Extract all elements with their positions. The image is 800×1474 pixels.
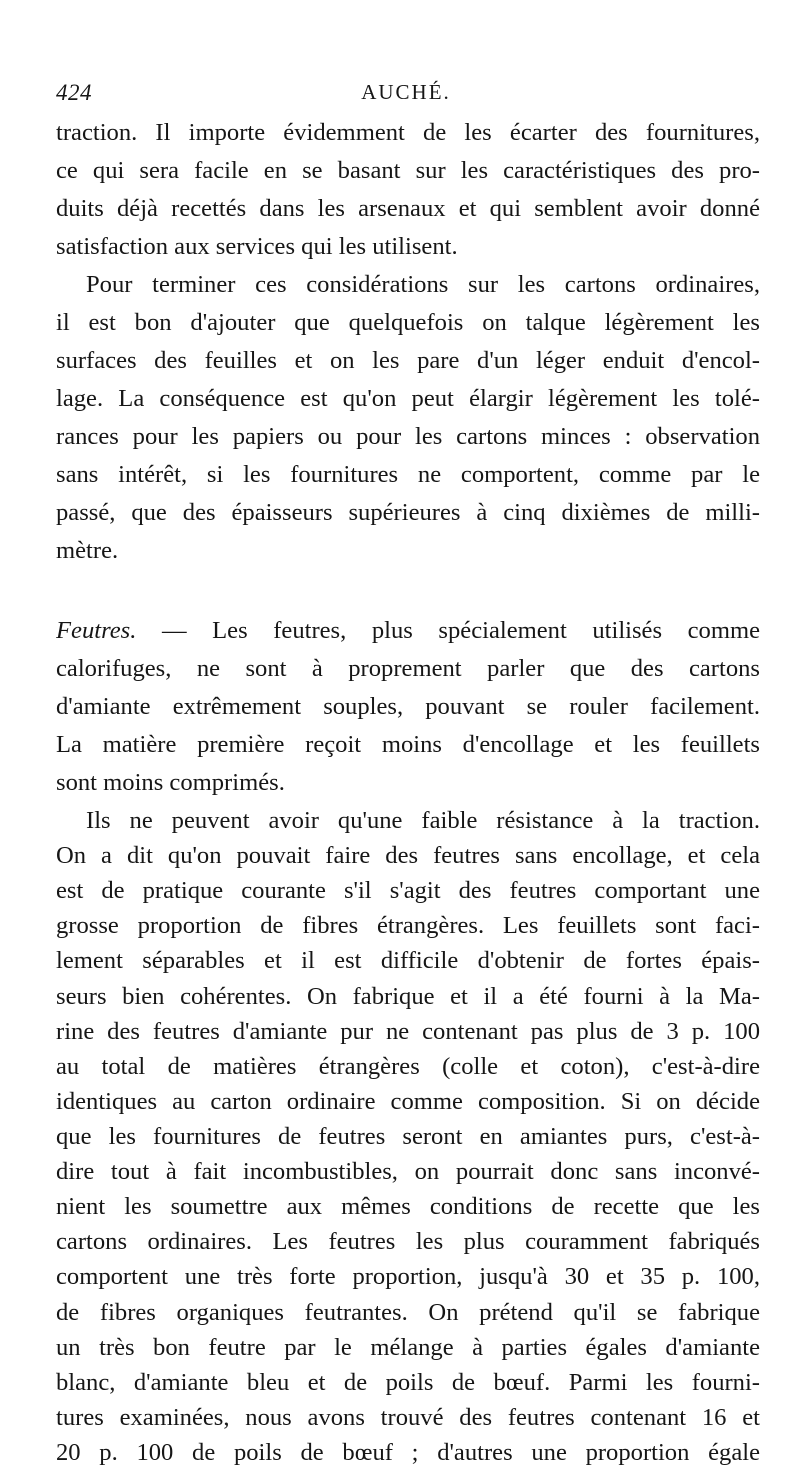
- text-line: seurs bien cohérentes. On fabrique et il a été fourni à la Ma-: [56, 983, 760, 1010]
- text-line: un très bon feutre par le mélange à parties égales d'amiante: [56, 1334, 760, 1361]
- text-line: il est bon d'ajouter que quelquefois on talque légèrement les: [56, 309, 760, 336]
- text-line: grosse proportion de fibres étrangères. Les feuillets sont faci-: [56, 912, 760, 939]
- text-line: 20 p. 100 de poils de bœuf ; d'autres une proportion égale: [56, 1439, 760, 1466]
- text-line: comportent une très forte proportion, jusqu'à 30 et 35 p. 100,: [56, 1263, 760, 1290]
- text-line: lement séparables et il est difficile d'obtenir de fortes épais-: [56, 947, 760, 974]
- text-line: Ils ne peuvent avoir qu'une faible résistance à la traction.: [86, 807, 760, 834]
- text-line: lage. La conséquence est qu'on peut élargir légèrement les tolé-: [56, 385, 760, 412]
- text-line: Les feutres, plus spécialement utilisés comme: [212, 617, 760, 644]
- text-line: d'amiante extrêmement souples, pouvant se rouler facilement.: [56, 693, 760, 720]
- text-line: rine des feutres d'amiante pur ne contenant pas plus de 3 p. 100: [56, 1018, 760, 1045]
- page-header: [56, 80, 756, 110]
- text-line: identiques au carton ordinaire comme composition. Si on décide: [56, 1088, 760, 1115]
- text-line: ce qui sera facile en se basant sur les caractéristiques des pro-: [56, 157, 760, 184]
- text-line: tures examinées, nous avons trouvé des feutres contenant 16 et: [56, 1404, 760, 1431]
- section-label-feutres: Feutres.: [56, 617, 137, 644]
- text-line: de fibres organiques feutrantes. On prétend qu'il se fabrique: [56, 1299, 760, 1326]
- text-line: est de pratique courante s'il s'agit des feutres comportant une: [56, 877, 760, 904]
- running-title: AUCHÉ.: [361, 80, 451, 104]
- text-line: sont moins comprimés.: [56, 769, 285, 796]
- page-number: 424: [56, 80, 92, 105]
- text-line: Pour terminer ces considérations sur les cartons ordinaires,: [86, 271, 760, 298]
- text-line: surfaces des feuilles et on les pare d'un léger enduit d'encol-: [56, 347, 760, 374]
- text-line: nient les soumettre aux mêmes conditions de recette que les: [56, 1193, 760, 1220]
- text-line: mètre.: [56, 537, 119, 564]
- section-heading-line: [56, 614, 760, 648]
- text-line: passé, que des épaisseurs supérieures à cinq dixièmes de milli-: [56, 499, 760, 526]
- text-line: que les fournitures de feutres seront en amiantes purs, c'est-à-: [56, 1123, 760, 1150]
- text-line: On a dit qu'on pouvait faire des feutres sans encollage, et cela: [56, 842, 760, 869]
- text-line: dire tout à fait incombustibles, on pourrait donc sans inconvé-: [56, 1158, 760, 1185]
- text-line: La matière première reçoit moins d'encollage et les feuillets: [56, 731, 760, 758]
- text-line: au total de matières étrangères (colle et coton), c'est-à-dire: [56, 1053, 760, 1080]
- text-line: cartons ordinaires. Les feutres les plus couramment fabriqués: [56, 1228, 760, 1255]
- text-line: traction. Il importe évidemment de les écarter des fournitures,: [56, 119, 760, 146]
- text-line: calorifuges, ne sont à proprement parler que des cartons: [56, 655, 760, 682]
- section-dash: —: [136, 617, 213, 644]
- text-line: satisfaction aux services qui les utilisent.: [56, 233, 458, 260]
- text-line: blanc, d'amiante bleu et de poils de bœuf. Parmi les fourni-: [56, 1369, 760, 1396]
- text-line: rances pour les papiers ou pour les cartons minces : observation: [56, 423, 760, 450]
- text-line: duits déjà recettés dans les arsenaux et qui semblent avoir donné: [56, 195, 760, 222]
- text-line: sans intérêt, si les fournitures ne comportent, comme par le: [56, 461, 760, 488]
